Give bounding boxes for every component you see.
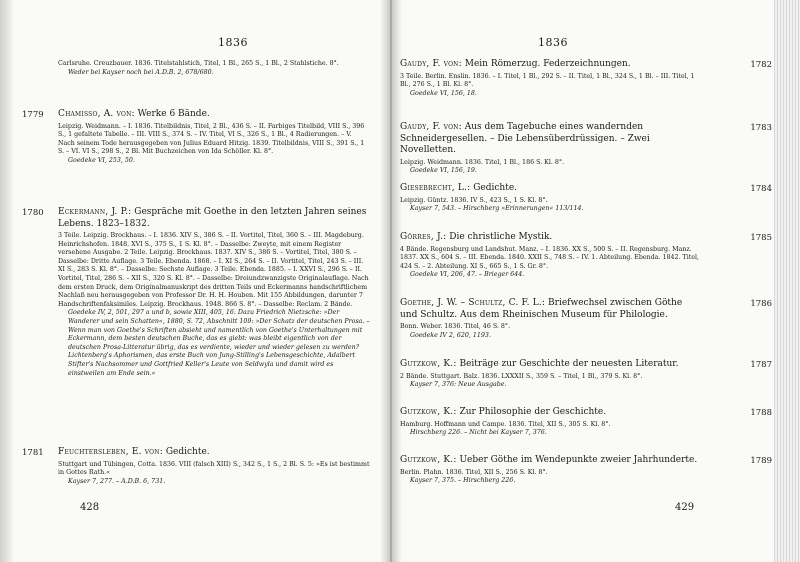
entry-note: Goedeke VI, 156, 19.	[410, 167, 477, 175]
bibliography-entry	[400, 455, 700, 486]
entry-body: Bonn. Weber. 1836. Titel, 46 S. 8°.	[400, 323, 511, 330]
entry-number: 1787	[750, 360, 772, 370]
left-page	[18, 0, 378, 562]
page-edge-left	[0, 0, 14, 562]
page-number: 428	[80, 502, 100, 513]
entry-title: Gedichte.	[165, 447, 210, 457]
entry-title: Werke 6 Bände.	[137, 109, 210, 119]
entry-body: 4 Bände. Regensburg und Landshut. Manz. – I. 1836. XX S., 500 S. – II. Regensburg. Manz. 1837. XX S., 604 S. – III. Ebenda. 1840. XXII S., 748 S. – IV. 1. Abteilung. Ebenda. 1842. Titel, 424 S. – 2. Abteilung. XI S., 665 S., 1 S. Gr. 8°.	[400, 245, 700, 270]
entry-title: Gedichte.	[473, 183, 518, 193]
entry-number: 1783	[750, 123, 772, 133]
entry-note: Kayser 7, 376: Neue Ausgabe.	[410, 381, 507, 389]
bibliography-entry	[400, 298, 700, 340]
entry-author: Görres, J.:	[400, 232, 447, 242]
entry-author: Goethe, J. W. – Schultz, C. F. L.:	[400, 298, 546, 308]
running-head: 1836	[538, 36, 568, 49]
entry-body: 3 Teile. Leipzig. Brockhaus. – I. 1836. XIV S., 386 S. – II. Vortitel, Titel, 360 S. – III. Magdeburg. Heinrichshofen. 1848. XVI S., 375 S., 1 S. Kl. 8°. – Dasselbe: Zweyte, mit einem Register versehene Ausgabe. 2 Teile. Leipzig. Brockhaus. 1837. XIV S., 386 S. – Vortitel, Titel, 380 S. – Dasselbe: Dritte Auflage. 3 Teile. Ebenda. 1868. – I. XI S., 264 S. – II. Vortitel, Titel, 243 S. – III. XI S., 283 S. Kl. 8°. – Dasselbe: Sechste Auflage. 3 Teile. Ebenda. 1885. – I. XXVI S., 296 S. – II. Vortitel, Titel, 286 S. – XII S., 320 S. Kl. 8°. – Dasselbe: Dreiundzwanzigste Originalauflage. Nach dem ersten Druck, dem Originalmanuskript des dritten Teils und Eckermanns handschriftlichem Nachlaß neu herausgegeben von Professor Dr. H. H. Houben. Mit 155 Abbildungen, darunter 7 Handschriftenfaksimiles. Leipzig. Brockhaus. 1948. 866 S. 8°. – Dasselbe: Reclam. 2 Bände.	[58, 232, 369, 308]
entry-body: Carlsruhe. Creuzbauer. 1836. Titelstahlstich, Titel, 1 Bl., 265 S., 1 Bl., 2 Stahlstiche. 8°.	[58, 60, 339, 67]
right-page	[400, 0, 772, 562]
entry-note: Goedeke IV 2, 620, 1193.	[410, 331, 491, 339]
bibliography-entry	[400, 232, 700, 280]
entry-number: 1779	[22, 110, 44, 120]
entry-author: Giesebrecht, L.:	[400, 183, 471, 193]
entry-note: Goedeke VI, 253, 50.	[68, 156, 135, 164]
running-head: 1836	[218, 36, 248, 49]
entry-body: Berlin. Plahn. 1836. Titel, XII S., 256 S. Kl. 8°.	[400, 468, 548, 476]
entry-body: 3 Teile. Berlin. Enslin. 1836. – I. Titel, 1 Bl., 292 S. – II. Titel, 1 Bl., 324 S., 1 Bl. – III. Titel, 1 Bl., 276 S., 1 Bl. Kl. 8°.	[400, 72, 695, 89]
entry-number: 1789	[750, 456, 772, 466]
bibliography-entry	[400, 407, 700, 438]
bibliography-entry	[400, 122, 700, 176]
bibliography-entry	[58, 109, 370, 165]
entry-author: Chamisso, A. von:	[58, 109, 135, 119]
page-number: 429	[675, 502, 695, 513]
entry-author: Gaudy, F. von:	[400, 122, 462, 132]
entry-author: Gutzkow, K.:	[400, 359, 457, 369]
entry-title: Gespräche mit Goethe in den letzten Jahren seines Lebens. 1823–1832.	[58, 207, 367, 229]
entry-author: Gaudy, F. von:	[400, 59, 462, 69]
entry-note: Goedeke VI, 206, 47. – Brieger 644.	[410, 271, 525, 279]
entry-number: 1781	[22, 448, 44, 458]
entry-body: Leipzig. Weidmann. 1836. Titel, 1 Bl., 186 S. Kl. 8°.	[400, 158, 565, 166]
entry-number: 1782	[750, 60, 772, 70]
entry-note: Goedeke IV, 2, 501, 297 a und b, sowie XIII, 405, 16. Dazu Friedrich Nietzsche: »Der Wanderer und sein Schatten«, 1880, S. 72, Abschnitt 109: »Der Schatz der deutschen Prosa. – Wenn man von Goethe's Schriften absieht und namentlich von Goethe's Unterhaltungen mit Eckermann, dem besten deutschen Buche, das es giebt: was bleibt eigentlich von der deutschen Prosa-Litteratur übrig, das es verdiente, wieder und wieder gelesen zu werden? Lichtenberg's Aphorismen, das erste Buch von Jung-Stilling's Lebensgeschichte, Adalbert Stifter's Nachsommer und Gottfried Keller's Leute von Seldwyla und damit wird es einstweilen am Ende sein.«	[68, 309, 370, 377]
entry-number: 1786	[750, 299, 772, 309]
entry-number: 1780	[22, 208, 44, 218]
entry-note: Kayser 7, 543. – Hirschberg »Erinnerungen« 113/114.	[410, 205, 584, 213]
bibliography-entry	[400, 359, 700, 390]
entry-title: Aus dem Tagebuche eines wandernden Schneidergesellen. – Die Lebensüberdrüssigen. – Zwei Novelletten.	[400, 122, 650, 155]
entry-author: Eckermann, J. P.:	[58, 207, 132, 217]
entry-note: Kayser 7, 375. – Hirschberg 226.	[410, 477, 516, 485]
bibliography-entry	[58, 447, 370, 486]
entry-body: Stuttgart und Tübingen, Cotta. 1836. VIII (falsch XIII) S., 342 S., 1 S., 2 Bl. S. 5: »Es ist bestimmt in Gottes Rath.«	[58, 460, 370, 477]
entry-body: Hamburg. Hoffmann und Campe. 1836. Titel, XII S., 305 S. Kl. 8°.	[400, 420, 611, 428]
entry-note: Weder bei Kayser noch bei A.D.B. 2, 678/680.	[68, 68, 214, 76]
entry-number: 1785	[750, 233, 772, 243]
entry-title: Die christliche Mystik.	[449, 232, 553, 242]
continuation-entry	[58, 60, 370, 77]
entry-title: Zur Philosophie der Geschichte.	[459, 407, 607, 417]
entry-body: 2 Bände. Stuttgart. Balz. 1836. LXXXII S., 359 S. – Titel, 1 Bl., 379 S. Kl. 8°.	[400, 372, 643, 380]
entry-author: Feuchtersleben, E. von:	[58, 447, 163, 457]
entry-title: Beiträge zur Geschichte der neuesten Literatur.	[459, 359, 679, 369]
entry-note: Kayser 7, 277. – A.D.B. 6, 731.	[68, 477, 166, 485]
book-gutter	[380, 0, 402, 562]
entry-note: Hirschberg 226. – Nicht bei Kayser 7, 376.	[410, 429, 547, 437]
bibliography-entry	[400, 59, 700, 98]
bibliography-entry	[58, 207, 370, 378]
entry-number: 1788	[750, 408, 772, 418]
entry-title: Ueber Göthe im Wendepunkte zweier Jahrhunderte.	[459, 455, 698, 465]
entry-title: Mein Römerzug. Federzeichnungen.	[464, 59, 631, 69]
entry-author: Gutzkow, K.:	[400, 407, 457, 417]
entry-title: Briefwechsel zwischen Göthe und Schultz. Aus dem Rheinischen Museum für Philologie.	[400, 298, 683, 320]
entry-author: Gutzkow, K.:	[400, 455, 457, 465]
page-edge-right	[774, 0, 800, 562]
entry-body: Leipzig. Weidmann. – I. 1836. Titelbildnis, Titel, 2 Bl., 436 S. – II. Farbiges Titelbild, VIII S., 396 S., 1 gefaltete Tabelle. – III. VIII S., 374 S. – IV. Titel, VI S., 326 S., 1 Bl., 4 Radierungen. – V. Nach seinem Tode herausgegeben von Julius Eduard Hitzig. 1839. Titelbildnis, VIII S., 391 S., 1 S. – VI. VI S., 298 S., 2 Bl. Mit Buchzeichen von Ida Schöller. Kl. 8°.	[58, 122, 365, 156]
entry-note: Goedeke VI, 156, 18.	[410, 89, 477, 97]
bibliography-entry	[400, 183, 700, 214]
entry-body: Leipzig. Güntz. 1836. IV S., 423 S., 1 S. Kl. 8°.	[400, 196, 548, 204]
entry-number: 1784	[750, 184, 772, 194]
